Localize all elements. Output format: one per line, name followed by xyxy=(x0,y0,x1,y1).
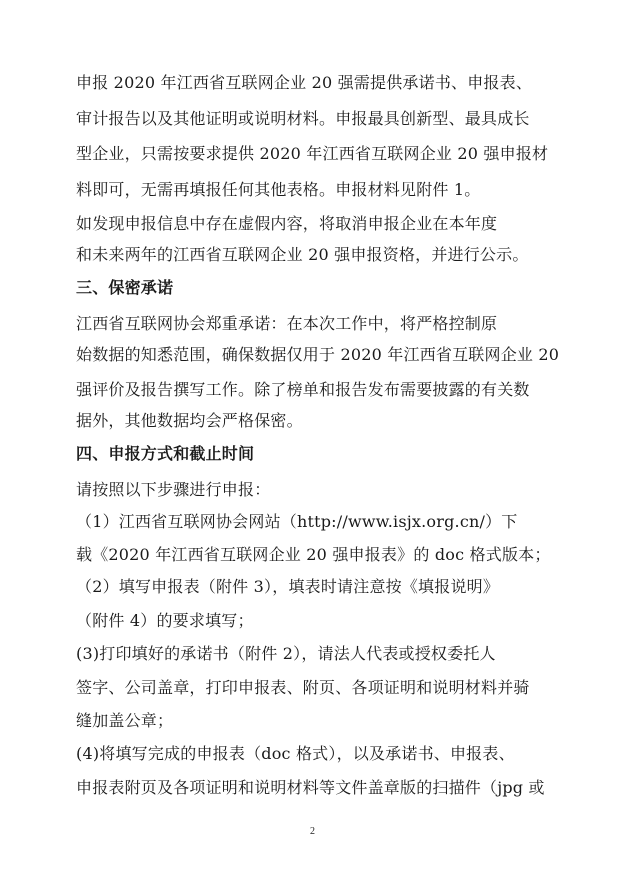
page-number: 2 xyxy=(310,826,315,837)
paragraph-line: 据外，其他数据均会严格保密。 xyxy=(76,411,303,430)
paragraph-line: 申报 2020 年江西省互联网企业 20 强需提供承诺书、申报表、 xyxy=(76,73,533,92)
paragraph-line: 签字、公司盖章，打印申报表、附页、各项证明和说明材料并骑 xyxy=(76,678,530,697)
paragraph-line: 型企业，只需按要求提供 2020 年江西省互联网企业 20 强申报材 xyxy=(76,144,549,163)
paragraph-line: 始数据的知悉范围，确保数据仅用于 2020 年江西省互联网企业 20 xyxy=(76,345,560,364)
paragraph-line: (4)将填写完成的申报表（doc 格式），以及承诺书、申报表、 xyxy=(76,744,515,763)
paragraph-line: 料即可，无需再填报任何其他表格。申报材料见附件 1。 xyxy=(76,180,481,199)
paragraph-line: 江西省互联网协会郑重承诺：在本次工作中，将严格控制原 xyxy=(76,314,498,333)
paragraph-line: （附件 4）的要求填写； xyxy=(76,611,254,630)
paragraph-line: 和未来两年的江西省互联网企业 20 强申报资格，并进行公示。 xyxy=(76,245,529,264)
paragraph-line: （1）江西省互联网协会网站（http://www.isjx.org.cn/）下 xyxy=(76,512,518,531)
section-heading: 三、保密承诺 xyxy=(76,278,174,297)
paragraph-line: (3)打印填好的承诺书（附件 2），请法人代表或授权委托人 xyxy=(76,644,496,663)
paragraph-line: 缝加盖公章； xyxy=(76,711,174,730)
paragraph-line: 审计报告以及其他证明或说明材料。申报最具创新型、最具成长 xyxy=(76,109,530,128)
paragraph-line: （2）填写申报表（附件 3），填表时请注意按《填报说明》 xyxy=(76,577,500,596)
section-heading: 四、申报方式和截止时间 xyxy=(76,444,255,463)
paragraph-line: 申报表附页及各项证明和说明材料等文件盖章版的扫描件（jpg 或 xyxy=(76,778,545,797)
paragraph-line: 如发现申报信息中存在虚假内容，将取消申报企业在本年度 xyxy=(76,214,498,233)
paragraph-line: 请按照以下步骤进行申报： xyxy=(76,480,271,499)
paragraph-line: 强评价及报告撰写工作。除了榜单和报告发布需要披露的有关数 xyxy=(76,380,530,399)
paragraph-line: 载《2020 年江西省互联网企业 20 强申报表》的 doc 格式版本； xyxy=(76,545,551,564)
